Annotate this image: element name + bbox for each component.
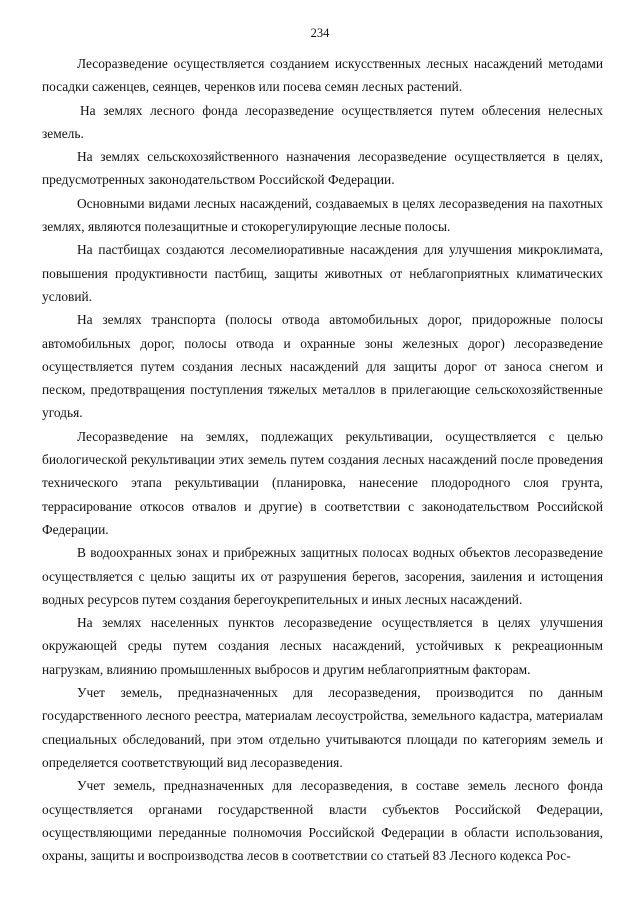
paragraph-1: Лесоразведение осуществляется созданием искусственных лесных насаждений методами посадки саженцев, сеянцев, черенков или посева семян лесных растений. (42, 56, 603, 95)
paragraph-3: На землях сельскохозяйственного назначения лесоразведение осуществляется в целях, предусмотренных законодательством Российской Федерации. (42, 149, 603, 188)
paragraph-10: Учет земель, предназначенных для лесоразведения, производится по данным государственного лесного реестра, материалам лесоустройства, земельного кадастра, материалам специальных обследований, при этом отдельно учитываются площади по категориям земель и определяется соответствующий вид лесоразведения. (42, 685, 603, 770)
paragraph-9: На землях населенных пунктов лесоразведение осуществляется в целях улучшения окружающей среды путем создания лесных насаждений, устойчивых к рекреационным нагрузкам, влиянию промышленных выбросов и другим неблагоприятным факторам. (42, 615, 603, 677)
page-number: 234 (310, 26, 330, 40)
paragraph-5: На пастбищах создаются лесомелиоративные насаждения для улучшения микроклимата, повышения продуктивности пастбищ, защиты животных от неблагоприятных климатических условий. (42, 242, 603, 304)
body-text (42, 52, 603, 867)
paragraph-7: Лесоразведение на землях, подлежащих рекультивации, осуществляется с целью биологической рекультивации этих земель путем создания лесных насаждений после проведения технического этапа рекультивации (планировка, нанесение плодородного слоя грунта, террасирование откосов отвалов и другие) в соответствии с законодательством Российской Федерации. (42, 428, 603, 537)
paragraph-8: В водоохранных зонах и прибрежных защитных полосах водных объектов лесоразведение осуществляется с целью защиты их от разрушения берегов, засорения, заиления и истощения водных ресурсов путем создания берегоукрепительных и иных лесных насаждений. (42, 545, 603, 607)
paragraph-2: На землях лесного фонда лесоразведение осуществляется путем облесения нелесных земель. (42, 102, 603, 141)
paragraph-4: Основными видами лесных насаждений, создаваемых в целях лесоразведения на пахотных землях, являются полезащитные и стокорегулирующие лесные полосы. (42, 195, 603, 235)
paragraph-11: Учет земель, предназначенных для лесоразведения, в составе земель лесного фонда осуществляется органами государственной власти субъектов Российской Федерации, осуществляющими переданные полномочия Российской Федерации в области использования, охраны, защиты и воспроизводства лесов в соответствии со статьей 83 Лесного кодекса Рос- (42, 778, 603, 864)
paragraph-6: На землях транспорта (полосы отвода автомобильных дорог, придорожные полосы автомобильных дорог, полосы отвода и охранные зоны железных дорог) лесоразведение осуществляется путем создания лесных насаждений для защиты дорог от заноса снегом и песком, предотвращения поступления тяжелых металлов в прилегающие сельскохозяйственные угодья. (42, 312, 603, 421)
